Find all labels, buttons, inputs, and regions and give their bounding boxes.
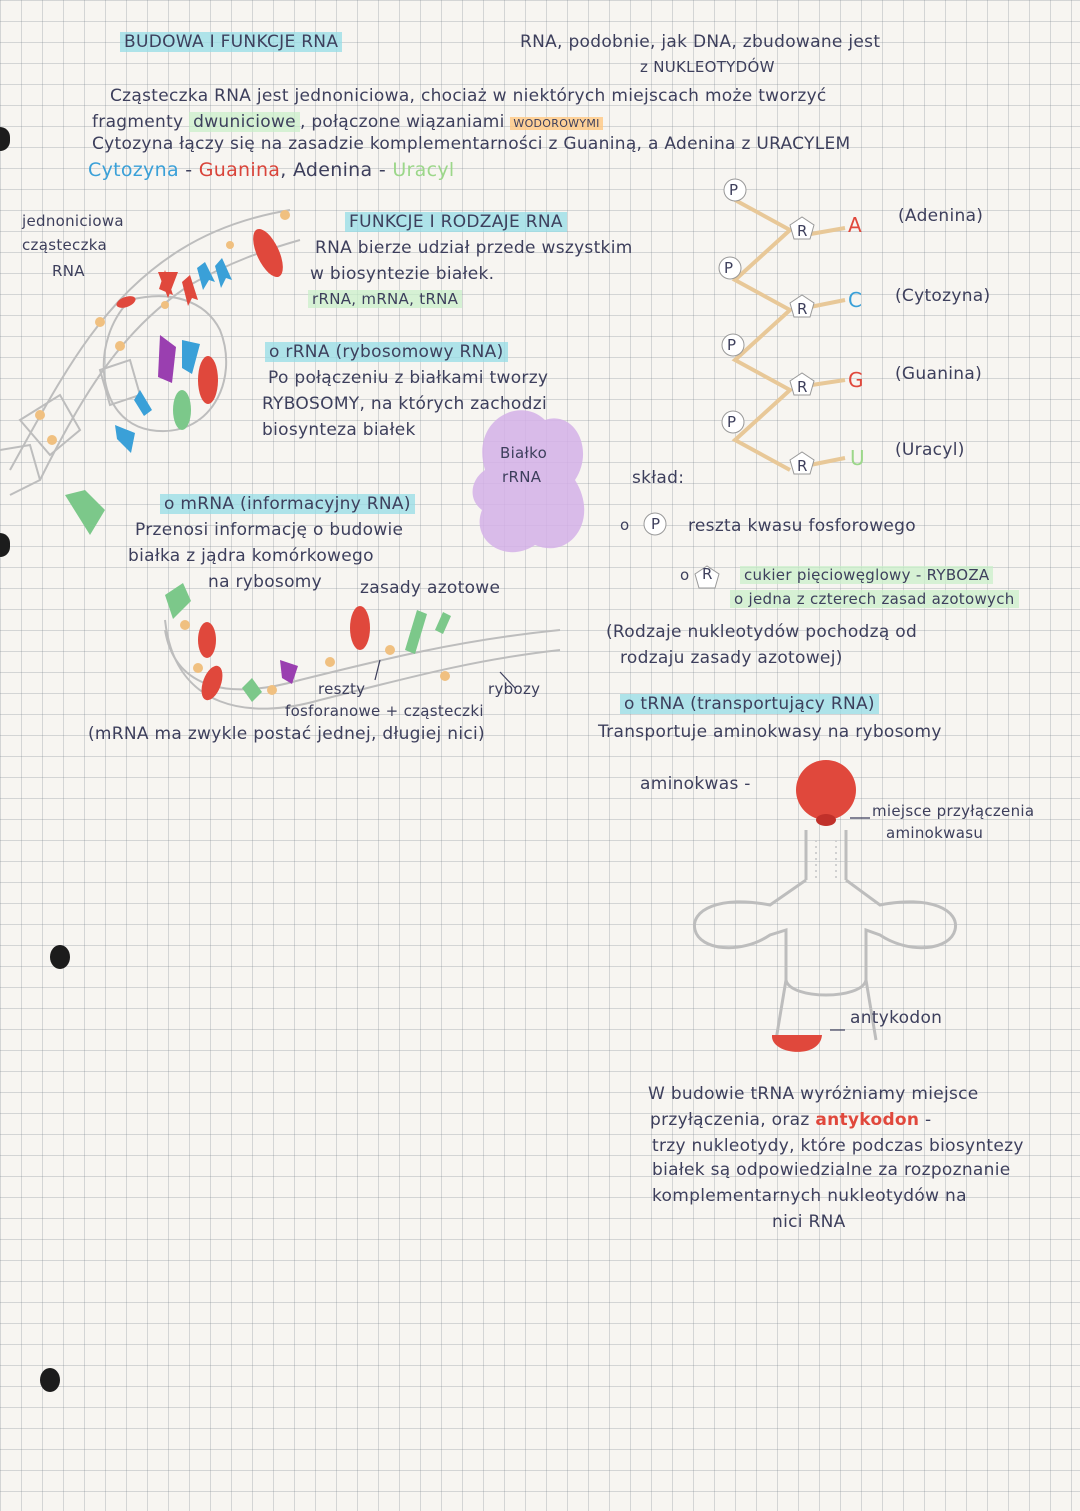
functions-line1: RNA bierze udział przede wszystkim (315, 238, 633, 258)
mrna-line1: Przenosi informację o budowie (135, 520, 404, 540)
nucleotide-p-label: P (727, 413, 737, 431)
functions-line3: rRNA, mRNA, tRNA (308, 290, 462, 308)
label-rybozy: rybozy (488, 680, 541, 698)
trna-paragraph-3: trzy nukleotydy, które podczas biosyntezy (652, 1136, 1024, 1156)
mrna-line2: białka z jądra komórkowego (128, 546, 374, 566)
base-name-u: (Uracyl) (895, 440, 965, 460)
label-bases: zasady azotowe (360, 578, 501, 598)
trna-paragraph-4: białek są odpowiedzialne za rozpoznanie (652, 1160, 1011, 1180)
trna-paragraph-1: W budowie tRNA wyróżniamy miejsce (648, 1084, 979, 1104)
legend-note1: (Rodzaje nukleotydów pochodzą od (606, 622, 918, 642)
page-title: BUDOWA I FUNKCJE RNA (120, 32, 342, 52)
base-letter-g: G (848, 368, 864, 392)
strand-label-2: cząsteczka (22, 236, 107, 254)
trna-paragraph-2: przyłączenia, oraz antykodon - (650, 1110, 932, 1130)
base-pairs: Cytozyna - Guanina, Adenina - Uracyl (88, 159, 455, 181)
base-letter-c: C (848, 288, 863, 312)
legend-r-desc2: o jedna z czterech zasad azotowych (730, 590, 1019, 608)
label-antykodon: antykodon (850, 1008, 943, 1028)
base-name-g: (Guanina) (895, 364, 983, 384)
nucleotide-p-label: P (727, 336, 737, 354)
label-fosforanowe: fosforanowe + cząsteczki (285, 702, 484, 720)
rna-bases-left (35, 210, 290, 535)
intro-line2: z NUKLEOTYDÓW (640, 58, 775, 76)
strand-label-1: jednoniciowa (22, 212, 124, 230)
nucleotide-p-label: P (724, 259, 734, 277)
trna-paragraph-5: komplementarnych nukleotydów na (652, 1186, 967, 1206)
body-line2: fragmenty dwuniciowe , połączone wiązaniami WODOROWYMI (92, 112, 603, 134)
legend-title: skład: (632, 468, 685, 488)
label-aminokwas: aminokwas - (640, 774, 751, 794)
mrna-line3: na rybosomy (208, 572, 323, 592)
legend-p-desc: reszta kwasu fosforowego (688, 516, 916, 536)
label-miejsce-1: miejsce przyłączenia (872, 802, 1035, 820)
legend-bullet: o (680, 566, 690, 584)
rrna-title: o rRNA (rybosomowy RNA) (265, 342, 508, 362)
protein-label-2: rRNA (502, 468, 542, 486)
base-letter-a: A (848, 213, 862, 237)
functions-title: FUNKCJE I RODZAJE RNA (345, 212, 567, 232)
body-line1: Cząsteczka RNA jest jednoniciowa, chociaż w niektórych miejscach może tworzyć (110, 86, 827, 106)
legend-r-desc1: cukier pięciowęglowy - RYBOZA (740, 566, 993, 584)
nucleotide-chain (719, 179, 845, 474)
legend-bullet: o (620, 516, 630, 534)
rrna-line2: RYBOSOMY, na których zachodzi (262, 394, 547, 414)
label-reszty: reszty (318, 680, 366, 698)
trna-desc: Transportuje aminokwasy na rybosomy (598, 722, 942, 742)
legend-note2: rodzaju zasady azotowej) (620, 648, 843, 668)
rrna-line3: biosynteza białek (262, 420, 416, 440)
intro-line1: RNA, podobnie, jak DNA, zbudowane jest (520, 32, 881, 52)
rrna-line1: Po połączeniu z białkami tworzy (268, 368, 549, 388)
base-name-a: (Adenina) (898, 206, 984, 226)
protein-label-1: Białko (500, 444, 548, 462)
nucleotide-r-label: R (797, 457, 808, 475)
nucleotide-r-label: R (797, 300, 808, 318)
trna-title: o tRNA (transportujący RNA) (620, 694, 879, 714)
strand-label-3: RNA (52, 262, 85, 280)
base-name-c: (Cytozyna) (895, 286, 991, 306)
legend-r-icon-label: R (702, 565, 713, 583)
nucleotide-r-label: R (797, 222, 808, 240)
functions-line2: w biosyntezie białek. (310, 264, 495, 284)
base-letter-u: U (850, 446, 865, 470)
mrna-title: o mRNA (informacyjny RNA) (160, 494, 415, 514)
mrna-note: (mRNA ma zwykle postać jednej, długiej nici) (88, 724, 485, 744)
body-line3: Cytozyna łączy się na zasadzie komplementarności z Guaniną, a Adenina z URACYLEM (92, 134, 851, 154)
nucleotide-r-label: R (797, 378, 808, 396)
label-miejsce-2: aminokwasu (886, 824, 984, 842)
legend-p-icon-label: P (651, 515, 661, 533)
nucleotide-p-label: P (729, 181, 739, 199)
trna-paragraph-6: nici RNA (772, 1212, 846, 1232)
